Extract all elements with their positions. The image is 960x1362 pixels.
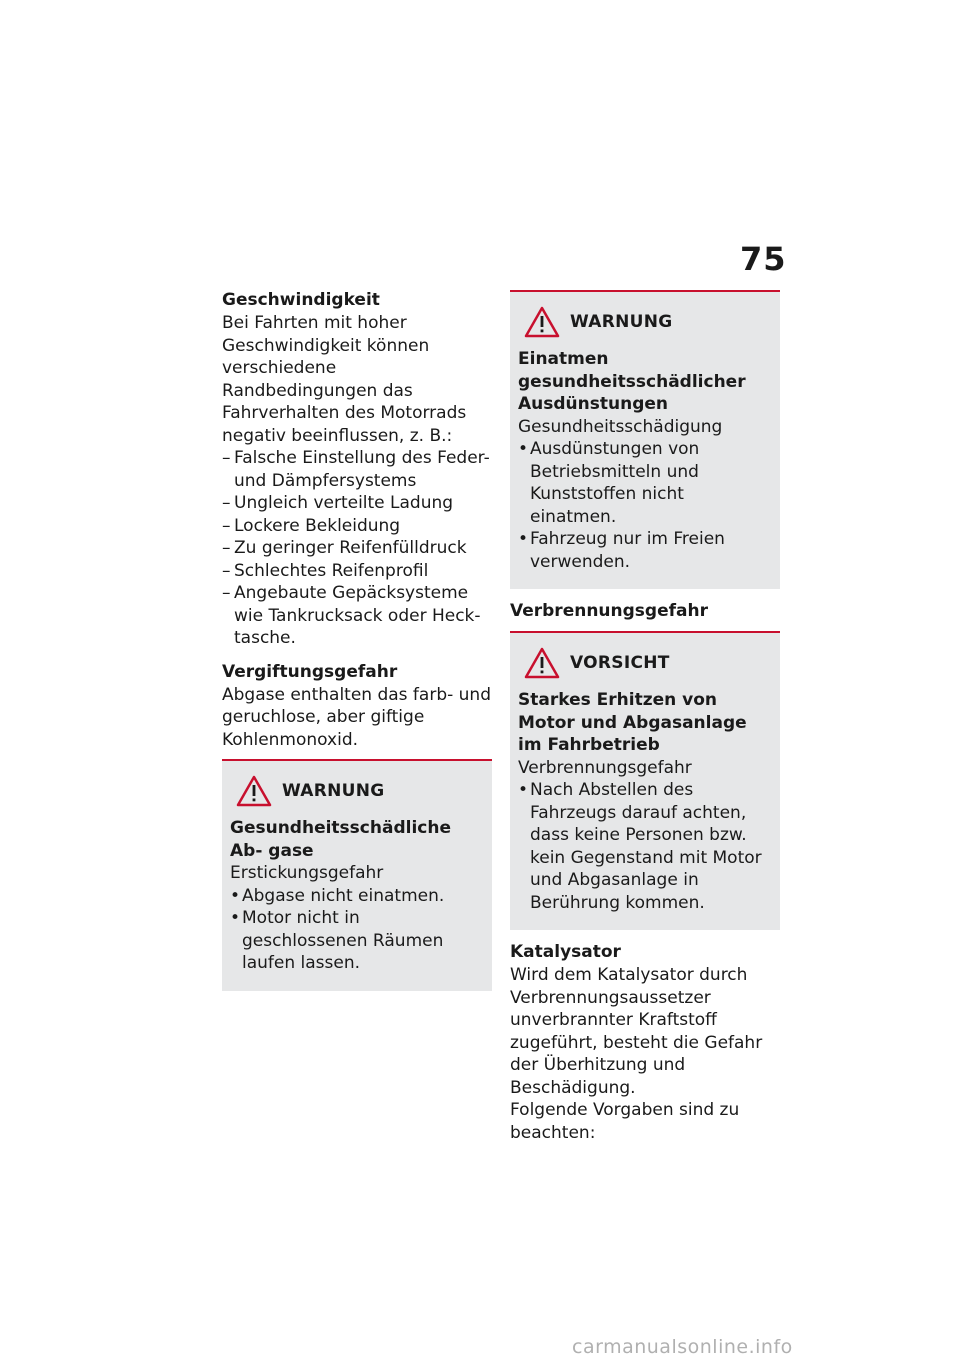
caution-box-burn [510,633,780,930]
caution-title: VORSICHT [570,653,670,673]
warning-subtitle: Einatmen gesundheitsschädlicher Ausdünstungen [518,349,746,414]
caution-subtitle: Starkes Erhitzen von Motor und Abgasanlage im Fahrbetrieb [518,690,747,755]
caution-actions-list [518,779,772,914]
left-column [222,288,492,991]
warning-triangle-icon [236,775,272,807]
catalyst-instruction: Folgende Vorgaben sind zu beachten: [510,1100,740,1143]
poison-heading: Vergiftungsgefahr [222,661,398,682]
speed-heading: Geschwindigkeit [222,290,380,310]
watermark: carmanualsonline.info [572,1336,793,1358]
caution-consequence: Verbrennungsgefahr [518,757,692,778]
burn-heading: Verbrennungsgefahr [510,601,708,621]
list-item: • Fahrzeug nur im Freien verwenden. [518,528,772,573]
warning-title: WARNUNG [282,781,385,801]
poison-text: Abgase enthalten das farb- und geruchlose, aber giftige Kohlenmonoxid. [222,684,491,750]
warning-actions-list [230,885,484,975]
list-item: – Zu geringer Reifenfülldruck [222,537,492,560]
catalyst-heading: Katalysator [510,942,621,962]
speed-factors-list [222,447,492,650]
catalyst-text: Wird dem Katalysator durch Verbrennungsaussetzer unverbrannter Kraftstoff zugeführt, besteht die Gefahr der Überhitzung und Beschädigung. [510,965,763,1098]
list-item: – Falsche Einstellung des Feder- und Dämpfersystems [222,447,492,492]
list-item: • Abgase nicht einatmen. [230,885,484,908]
list-item: • Motor nicht in geschlossenen Räumen laufen lassen. [230,907,484,975]
speed-intro: Bei Fahrten mit hoher Geschwindigkeit können verschiedene Randbedingungen das Fahrverhalten des Motorrads negativ beeinflussen, z. B.: [222,313,467,446]
list-item: – Ungleich verteilte Ladung [222,492,492,515]
page-number: 75 [740,240,787,278]
warning-box-exhaust [222,761,492,991]
warning-consequence: Erstickungsgefahr [230,863,384,883]
warning-actions-list [518,438,772,573]
right-column [510,290,780,1144]
warning-consequence: Gesundheitsschädigung [518,416,723,437]
warning-triangle-icon [524,647,560,679]
warning-triangle-icon [524,306,560,338]
list-item: – Schlechtes Reifenprofil [222,560,492,583]
poison-section [222,660,492,762]
list-item: • Ausdünstungen von Betriebsmitteln und Kunststoffen nicht einatmen. [518,438,772,528]
warning-box-fumes [510,290,780,589]
list-item: – Lockere Bekleidung [222,515,492,538]
warning-title: WARNUNG [570,312,673,332]
burn-section [510,599,780,633]
list-item: – Angebaute Gepäcksysteme wie Tankrucksack oder Heck- tasche. [222,582,492,650]
list-item: • Nach Abstellen des Fahrzeugs darauf achten, dass keine Personen bzw. kein Gegenstand mit Motor und Abgasanlage in Berührung kommen. [518,779,772,914]
warning-subtitle: Gesundheitsschädliche Ab- gase [230,818,451,861]
